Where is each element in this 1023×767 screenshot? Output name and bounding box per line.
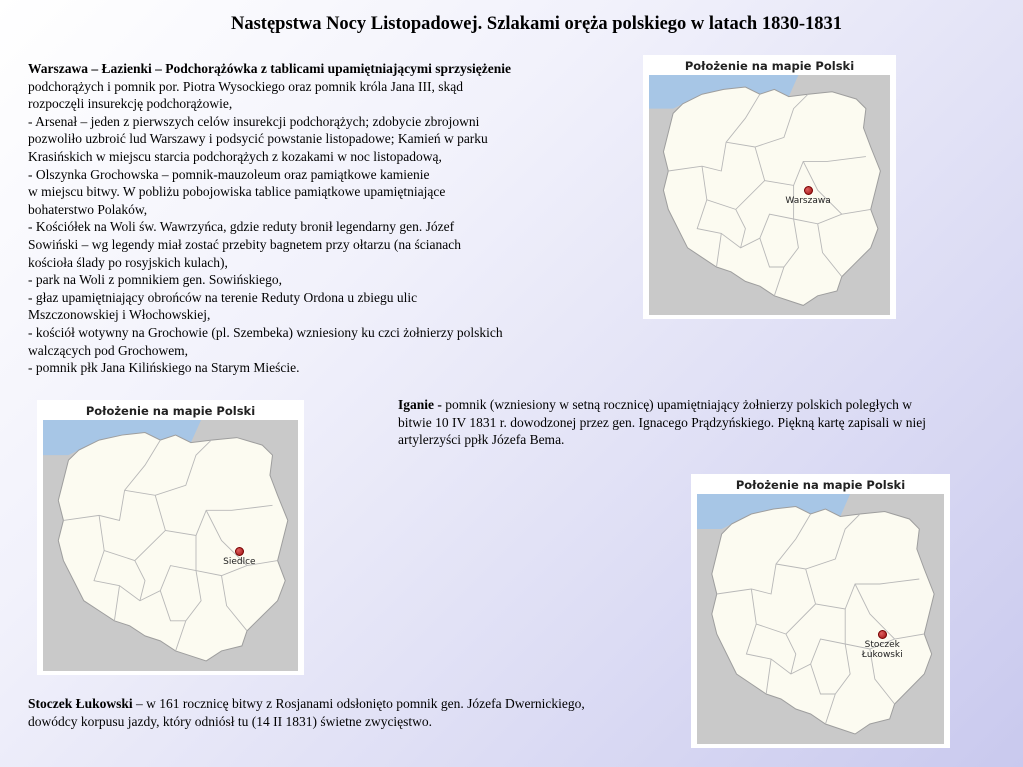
warszawa-line: rozpoczęli insurekcję podchorążowie, xyxy=(28,96,233,112)
city-label xyxy=(778,196,838,206)
map-siedlce xyxy=(37,400,304,675)
warszawa-line: Mszczonowskiej i Włochowskiej, xyxy=(28,307,211,323)
city-label-line: Warszawa xyxy=(785,196,831,207)
warszawa-line: podchorążych i pomnik por. Piotra Wysockiego oraz pomnik króla Jana III, skąd xyxy=(28,78,463,94)
map-heading: Położenie na mapie Polski xyxy=(85,404,256,418)
warszawa-line: pozwoliło uzbroić lud Warszawy i podsycić powstanie listopadowe; Kamień w parku xyxy=(28,131,488,147)
iganie-description: pomnik (wzniesiony w setną rocznicę) upamiętniający żołnierzy polskich poległych w bitwie 10 IV 1831 r. dowodzonej przez gen. Ignacego Prądzyńskiego. Piękną kartę zapisali w niej artylerzyści ppłk Józefa Bema. xyxy=(398,397,926,448)
warszawa-line: Sowiński – wg legendy miał zostać przebity bagnetem przy ołtarzu (na ścianach xyxy=(28,236,461,252)
warszawa-line: walczących pod Grochowem, xyxy=(28,342,189,358)
stoczek-text-block xyxy=(28,695,618,730)
page-title: Następstwa Nocy Listopadowej. Szlakami oręża polskiego w latach 1830-1831 xyxy=(231,14,842,34)
poland-map xyxy=(643,55,896,319)
warszawa-line: bohaterstwo Polaków, xyxy=(28,201,148,217)
warszawa-line: - głaz upamiętniający obrońców na terenie Reduty Ordona u zbiegu ulic xyxy=(28,289,418,305)
city-label-line: Stoczek xyxy=(864,640,900,650)
city-label-line: Łukowski xyxy=(861,650,903,660)
warszawa-line: - kościół wotywny na Grochowie (pl. Szembeka) wzniesiony ku czci żołnierzy polskich xyxy=(28,324,503,340)
warszawa-line: - Kościółek na Woli św. Wawrzyńca, gdzie reduty bronił legendarny gen. Józef xyxy=(28,219,455,235)
warszawa-text-block xyxy=(28,60,628,377)
warszawa-line: - Arsenał – jeden z pierwszych celów insurekcji podchorążych; zdobycie zbrojowni xyxy=(28,113,480,129)
map-heading: Położenie na mapie Polski xyxy=(735,478,906,492)
city-label xyxy=(852,640,912,660)
warszawa-line: w miejscu bitwy. W pobliżu pobojowiska tablice pamiątkowe upamiętniające xyxy=(28,184,446,200)
map-warszawa xyxy=(643,55,896,319)
map-stoczek xyxy=(691,474,950,748)
warszawa-heading: Warszawa – Łazienki – Podchorążówka z tablicami upamiętniającymi sprzysiężenie xyxy=(28,61,511,76)
stoczek-name: Stoczek Łukowski xyxy=(28,696,133,711)
city-label-line: Siedlce xyxy=(223,556,256,567)
stoczek-description: – w 161 rocznicę bitwy z Rosjanami odsłonięto pomnik gen. Józefa Dwernickiego, dowódcy korpusu jazdy, który odniósł tu (14 II 1831) świetne zwycięstwo. xyxy=(28,696,585,729)
iganie-name: Iganie - xyxy=(398,397,442,412)
warszawa-line: - pomnik płk Jana Kilińskiego na Starym Mieście. xyxy=(28,360,300,376)
warszawa-line: - Olszynka Grochowska – pomnik-mauzoleum oraz pamiątkowe kamienie xyxy=(28,166,430,182)
city-label xyxy=(209,557,269,567)
poland-map xyxy=(37,400,304,675)
map-heading: Położenie na mapie Polski xyxy=(684,59,855,73)
poland-map xyxy=(691,474,950,748)
warszawa-line: - park na Woli z pomnikiem gen. Sowińskiego, xyxy=(28,272,283,288)
warszawa-line: Krasińskich w miejscu starcia podchorążych z kozakami w noc listopadową, xyxy=(28,148,442,164)
warszawa-line: kościoła ślady po rosyjskich kulach), xyxy=(28,254,228,270)
location-marker xyxy=(235,547,244,556)
iganie-text-block xyxy=(398,396,938,449)
